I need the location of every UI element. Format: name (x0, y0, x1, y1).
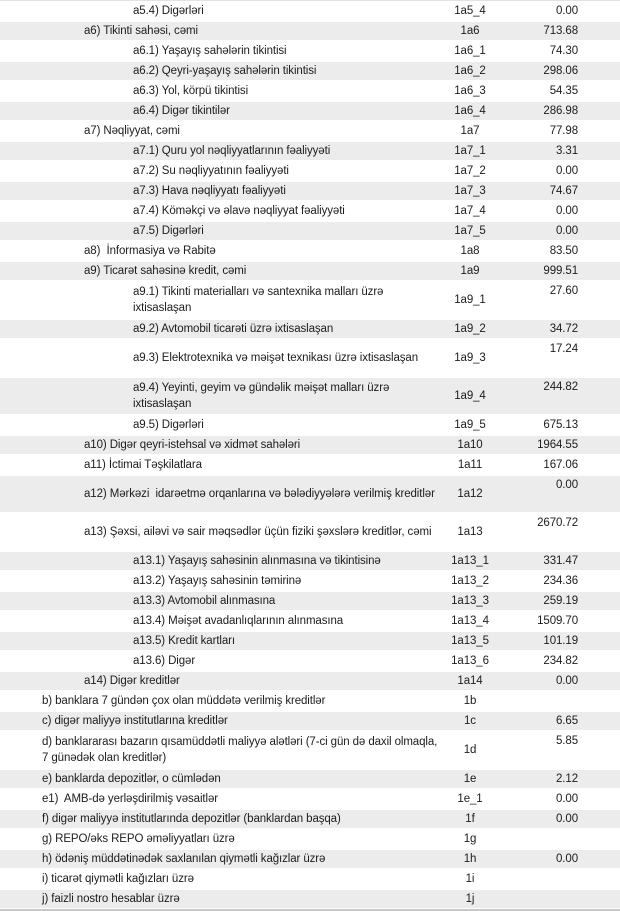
row-label: a13.5) Kredit kartları (133, 635, 235, 647)
table-row (0, 455, 620, 475)
row-code: 1a8 (460, 245, 480, 257)
row-code: 1a9_5 (454, 419, 486, 431)
row-value: 0.00 (556, 205, 578, 217)
row-code: 1a7_1 (454, 145, 486, 157)
table-row (0, 415, 620, 435)
row-code: 1a11 (457, 459, 483, 471)
row-code: 1a7_2 (454, 165, 486, 177)
row-value: 286.98 (543, 105, 578, 117)
table-row (0, 671, 620, 691)
row-code: 1a13_3 (451, 595, 489, 607)
table-row (0, 41, 620, 61)
row-value: 2670.72 (537, 517, 578, 529)
row-label: a7.4) Köməkçi və əlavə nəqliyyat fəaliyyəti (133, 205, 345, 217)
row-value: 0.00 (556, 479, 578, 491)
table-row (0, 81, 620, 101)
table-row (0, 181, 620, 201)
row-label: f) digər maliyyə institutlarında depozitlər (banklardan başqa) (42, 813, 341, 825)
row-label: h) ödəniş müddətinədək saxlanılan qiymətli kağızlar üzrə (42, 853, 326, 865)
row-label: a9.3) Elektrotexnika və məişət texnikası üzrə ixtisaslaşan (133, 352, 419, 364)
row-value: 298.06 (543, 65, 578, 77)
table-row (0, 611, 620, 631)
row-value: 999.51 (543, 265, 578, 277)
row-label: a13.3) Avtomobil alınmasına (133, 595, 276, 607)
row-value: 6.65 (556, 715, 578, 727)
table-row (0, 61, 620, 81)
row-label: a6.1) Yaşayış sahələrin tikintisi (133, 45, 287, 57)
row-code: 1a6 (460, 25, 480, 37)
row-value: 1509.70 (537, 615, 578, 627)
row-label: c) digər maliyyə institutlarına kreditlər (42, 715, 228, 727)
row-value: 0.00 (556, 813, 578, 825)
row-label: a6) Tikinti sahəsi, cəmi (84, 25, 198, 37)
row-value: 713.68 (543, 25, 578, 37)
row-value: 331.47 (543, 555, 578, 567)
row-code: 1a12 (457, 488, 483, 500)
row-code: 1a7_4 (454, 205, 486, 217)
row-code: 1d (463, 744, 477, 756)
table-row (0, 201, 620, 221)
row-code: 1a13 (457, 526, 483, 538)
row-label: a12) Mərkəzi idarəetmə orqanlarına və bələdiyyələrə verilmiş kreditlər (84, 488, 435, 500)
table-row (0, 241, 620, 261)
table-row (0, 261, 620, 281)
row-label: a9.1) Tikinti materialları və santexnika malları üzrə ixtisaslaşan (133, 286, 387, 314)
table-row (0, 789, 620, 809)
table-row (0, 769, 620, 789)
row-code: 1a13_2 (451, 575, 489, 587)
row-label: a9.2) Avtomobil ticarəti üzrə ixtisaslaşan (133, 323, 334, 335)
row-code: 1e_1 (457, 793, 483, 805)
row-label: a6.3) Yol, körpü tikintisi (133, 85, 249, 97)
row-value: 17.24 (549, 343, 578, 355)
row-value: 77.98 (549, 125, 578, 137)
table-row (0, 551, 620, 571)
row-code: 1a9_4 (454, 390, 486, 402)
row-label: a13.1) Yaşayış sahəsinin alınmasına və tikintisinə (133, 555, 381, 567)
row-value: 83.50 (549, 245, 578, 257)
row-label: a7) Nəqliyyat, cəmi (84, 125, 180, 137)
row-label: a13.4) Məişət avadanlıqlarının alınmasına (133, 615, 344, 627)
row-code: 1a13_6 (451, 655, 489, 667)
row-value: 74.67 (549, 185, 578, 197)
row-value: 234.36 (543, 575, 578, 587)
row-label: a9) Ticarət sahəsinə kredit, cəmi (84, 265, 247, 277)
row-code: 1a9_2 (454, 323, 486, 335)
row-value: 1964.55 (537, 439, 578, 451)
table-row (0, 731, 620, 769)
row-code: 1e (463, 773, 477, 785)
row-code: 1a6_4 (454, 105, 486, 117)
row-code: 1a14 (457, 675, 483, 687)
row-value: 244.82 (543, 381, 578, 393)
row-value: 234.82 (543, 655, 578, 667)
row-label: g) REPO/əks REPO əməliyyatları üzrə (42, 833, 235, 845)
table-row (0, 869, 620, 889)
row-label: a6.2) Qeyri-yaşayış sahələrin tikintisi (133, 65, 317, 77)
row-code: 1a5_4 (454, 5, 486, 17)
row-label: i) ticarət qiymətli kağızları üzrə (42, 873, 194, 885)
table-row (0, 21, 620, 41)
row-code: 1a7 (460, 125, 480, 137)
row-label: a7.3) Hava nəqliyyatı fəaliyyəti (133, 185, 286, 197)
row-value: 259.19 (543, 595, 578, 607)
table-row (0, 475, 620, 513)
table-row (0, 691, 620, 711)
row-value: 34.72 (549, 323, 578, 335)
row-label: a13.2) Yaşayış sahəsinin təmirinə (133, 575, 302, 587)
row-code: 1a6_3 (454, 85, 486, 97)
table-row (0, 435, 620, 455)
row-value: 675.13 (543, 419, 578, 431)
row-label: j) faizli nostro hesablar üzrə (42, 893, 180, 905)
row-value: 101.19 (543, 635, 578, 647)
row-label: a6.4) Digər tikintilər (133, 105, 230, 117)
row-label: a7.2) Su nəqliyyatının fəaliyyəti (133, 165, 289, 177)
row-label: a11) İctimai Təşkilatlara (84, 459, 202, 471)
row-code: 1a9_3 (454, 352, 486, 364)
row-code: 1j (465, 893, 475, 905)
row-code: 1a7_3 (454, 185, 486, 197)
row-value: 5.85 (556, 735, 578, 747)
row-label: a8) İnformasiya və Rabitə (84, 245, 216, 257)
table-row (0, 161, 620, 181)
row-code: 1b (463, 695, 477, 707)
row-code: 1a13_1 (451, 555, 489, 567)
row-code: 1i (465, 873, 475, 885)
table-row (0, 513, 620, 551)
row-value: 167.06 (543, 459, 578, 471)
row-label: a7.5) Digərləri (133, 225, 204, 237)
table-row (0, 809, 620, 829)
loans-table-body (0, 1, 620, 909)
row-value: 54.35 (549, 85, 578, 97)
table-row (0, 889, 620, 909)
table-row (0, 711, 620, 731)
row-label: a13) Şəxsi, ailəvi və sair məqsədlər üçün fiziki şəxslərə kreditlər, cəmi (84, 526, 432, 538)
table-row (0, 631, 620, 651)
row-code: 1a6_2 (454, 65, 486, 77)
table-row (0, 221, 620, 241)
row-label: d) banklararası bazarın qısamüddətli maliyyə alətləri (7-ci gün də daxil olmaqla, 7 günədək olan kreditlər) (42, 736, 441, 764)
row-value: 3.31 (556, 145, 578, 157)
table-row (0, 571, 620, 591)
row-code: 1g (463, 833, 477, 845)
table-row (0, 281, 620, 319)
table-row (0, 141, 620, 161)
row-label: e) banklarda depozitlər, o cümlədən (42, 773, 221, 785)
row-value: 0.00 (556, 225, 578, 237)
row-code: 1a13_5 (451, 635, 489, 647)
row-value: 74.30 (549, 45, 578, 57)
row-code: 1a9_1 (454, 294, 486, 306)
row-code: 1a7_5 (454, 225, 486, 237)
row-value: 2.12 (556, 773, 578, 785)
row-code: 1a10 (457, 439, 483, 451)
row-label: a10) Digər qeyri-istehsal və xidmət sahələri (84, 439, 301, 451)
row-code: 1a6_1 (454, 45, 486, 57)
row-code: 1c (464, 715, 476, 727)
row-label: a13.6) Digər (133, 655, 196, 667)
row-label: a9.5) Digərləri (133, 419, 204, 431)
row-label: a7.1) Quru yol nəqliyyatlarının fəaliyyəti (133, 145, 331, 157)
table-row (0, 829, 620, 849)
row-label: b) banklara 7 gündən çox olan müddətə verilmiş kreditlər (42, 695, 326, 707)
table-row (0, 339, 620, 377)
table-row (0, 101, 620, 121)
row-label: a5.4) Digərləri (133, 5, 204, 17)
table-row (0, 849, 620, 869)
row-value: 0.00 (556, 165, 578, 177)
row-label: a9.4) Yeyinti, geyim və gündəlik məişət malları üzrə ixtisaslaşan (133, 382, 393, 410)
row-value: 0.00 (556, 5, 578, 17)
row-value: 0.00 (556, 853, 578, 865)
table-row (0, 121, 620, 141)
row-label: e1) AMB-də yerləşdirilmiş vəsaitlər (42, 793, 218, 805)
row-label: a14) Digər kreditlər (84, 675, 180, 687)
row-value: 0.00 (556, 793, 578, 805)
table-row (0, 591, 620, 611)
table-row (0, 1, 620, 21)
table-row (0, 319, 620, 339)
table-row (0, 651, 620, 671)
row-code: 1a13_4 (451, 615, 489, 627)
table-row (0, 377, 620, 415)
row-code: 1a9 (460, 265, 480, 277)
row-value: 0.00 (556, 675, 578, 687)
row-code: 1h (463, 853, 477, 865)
row-value: 27.60 (549, 285, 578, 297)
row-code: 1f (465, 813, 475, 825)
